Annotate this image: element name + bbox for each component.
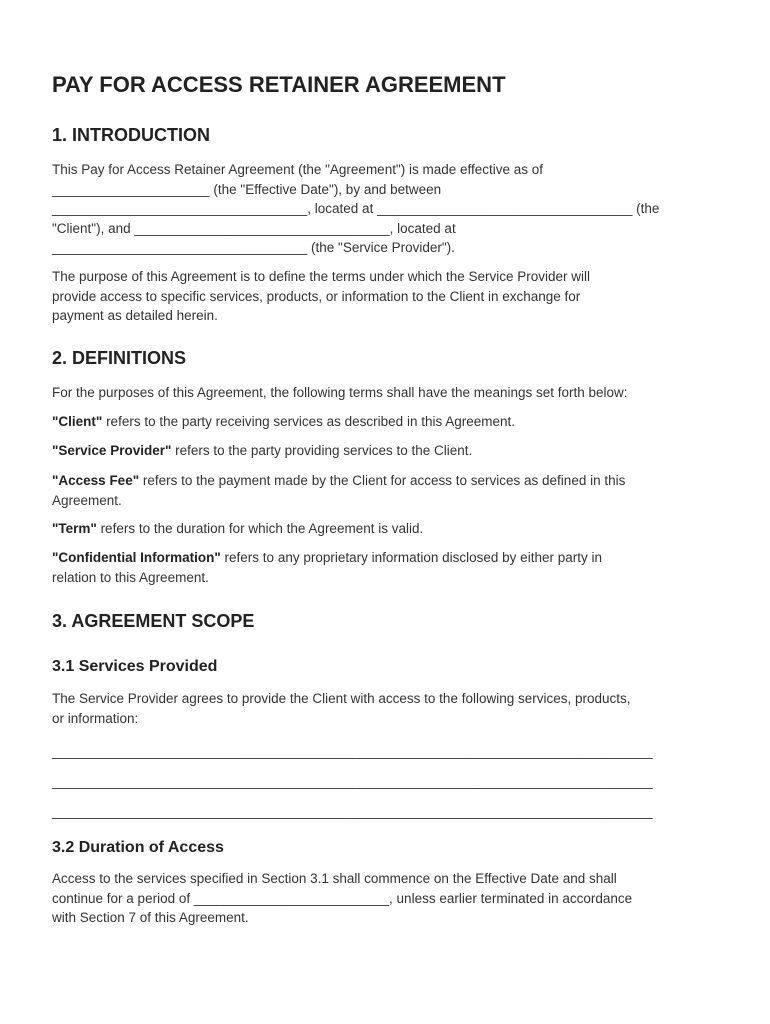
paragraph-line: payment as detailed herein. [52, 308, 218, 324]
document-title: PAY FOR ACCESS RETAINER AGREEMENT [52, 72, 506, 97]
subsection-heading-services-provided: 3.1 Services Provided [52, 658, 218, 675]
paragraph-line: with Section 7 of this Agreement. [52, 910, 249, 926]
fill-in-blank: ________________________________________________________________________________ [52, 774, 653, 789]
definition-text: refers to the duration for which the Agreement is valid. [96, 521, 424, 536]
fill-in-blank: ________________________________________________________________________________ [52, 804, 653, 819]
definition-text: refers to the party receiving services as described in this Agreement. [102, 414, 516, 429]
definition-confidential-information [52, 548, 602, 587]
paragraph-line: "Client"), and __________________________________, located at [52, 220, 456, 236]
paragraph-line: continue for a period of __________________________, unless earlier terminated in accordance [52, 890, 633, 906]
definition-client [52, 412, 515, 432]
subsection-heading-duration-of-access: 3.2 Duration of Access [52, 839, 224, 856]
definitions-intro [52, 383, 628, 403]
definition-term: "Access Fee" [52, 473, 140, 488]
definition-service-provider [52, 441, 472, 461]
definition-term-duration [52, 519, 423, 539]
paragraph-line: __________________________________, located at __________________________________ (the [52, 201, 660, 217]
definition-text: refers to the party providing services to the Client. [171, 443, 473, 458]
duration-paragraph [52, 869, 632, 928]
paragraph-line: or information: [52, 710, 139, 726]
paragraph-line: The purpose of this Agreement is to define the terms under which the Service Provider will [52, 269, 591, 284]
services-paragraph [52, 689, 631, 728]
paragraph-line: The Service Provider agrees to provide the Client with access to the following services, products, [52, 691, 631, 706]
introduction-paragraph-2 [52, 267, 590, 326]
definition-term: "Service Provider" [52, 443, 172, 458]
definition-access-fee [52, 471, 625, 510]
definition-text: refers to any proprietary information disclosed by either party in [220, 550, 602, 565]
paragraph-line: Access to the services specified in Section 3.1 shall commence on the Effective Date and shall [52, 871, 617, 886]
definition-text: refers to the payment made by the Client for access to services as defined in this [139, 473, 626, 488]
definition-term: "Term" [52, 521, 97, 536]
services-blank-line-2 [52, 772, 653, 792]
definition-term: "Client" [52, 414, 103, 429]
section-heading-introduction: 1. INTRODUCTION [52, 125, 211, 145]
section-heading-definitions: 2. DEFINITIONS [52, 348, 187, 368]
paragraph-line: _____________________ (the "Effective Date"), by and between [52, 181, 442, 197]
fill-in-blank: ________________________________________________________________________________ [52, 744, 653, 759]
definition-term: "Confidential Information" [52, 550, 221, 565]
section-heading-agreement-scope: 3. AGREEMENT SCOPE [52, 611, 255, 631]
definition-text: Agreement. [52, 492, 122, 508]
definition-text: relation to this Agreement. [52, 569, 209, 585]
services-blank-line-3 [52, 802, 653, 822]
paragraph-line: __________________________________ (the "Service Provider"). [52, 240, 455, 256]
paragraph-line: For the purposes of this Agreement, the following terms shall have the meanings set forth below: [52, 385, 628, 400]
paragraph-line: provide access to specific services, products, or information to the Client in exchange for [52, 288, 581, 304]
services-blank-line-1 [52, 742, 653, 762]
introduction-paragraph-1 [52, 160, 659, 258]
paragraph-line: This Pay for Access Retainer Agreement (the "Agreement") is made effective as of [52, 162, 544, 177]
